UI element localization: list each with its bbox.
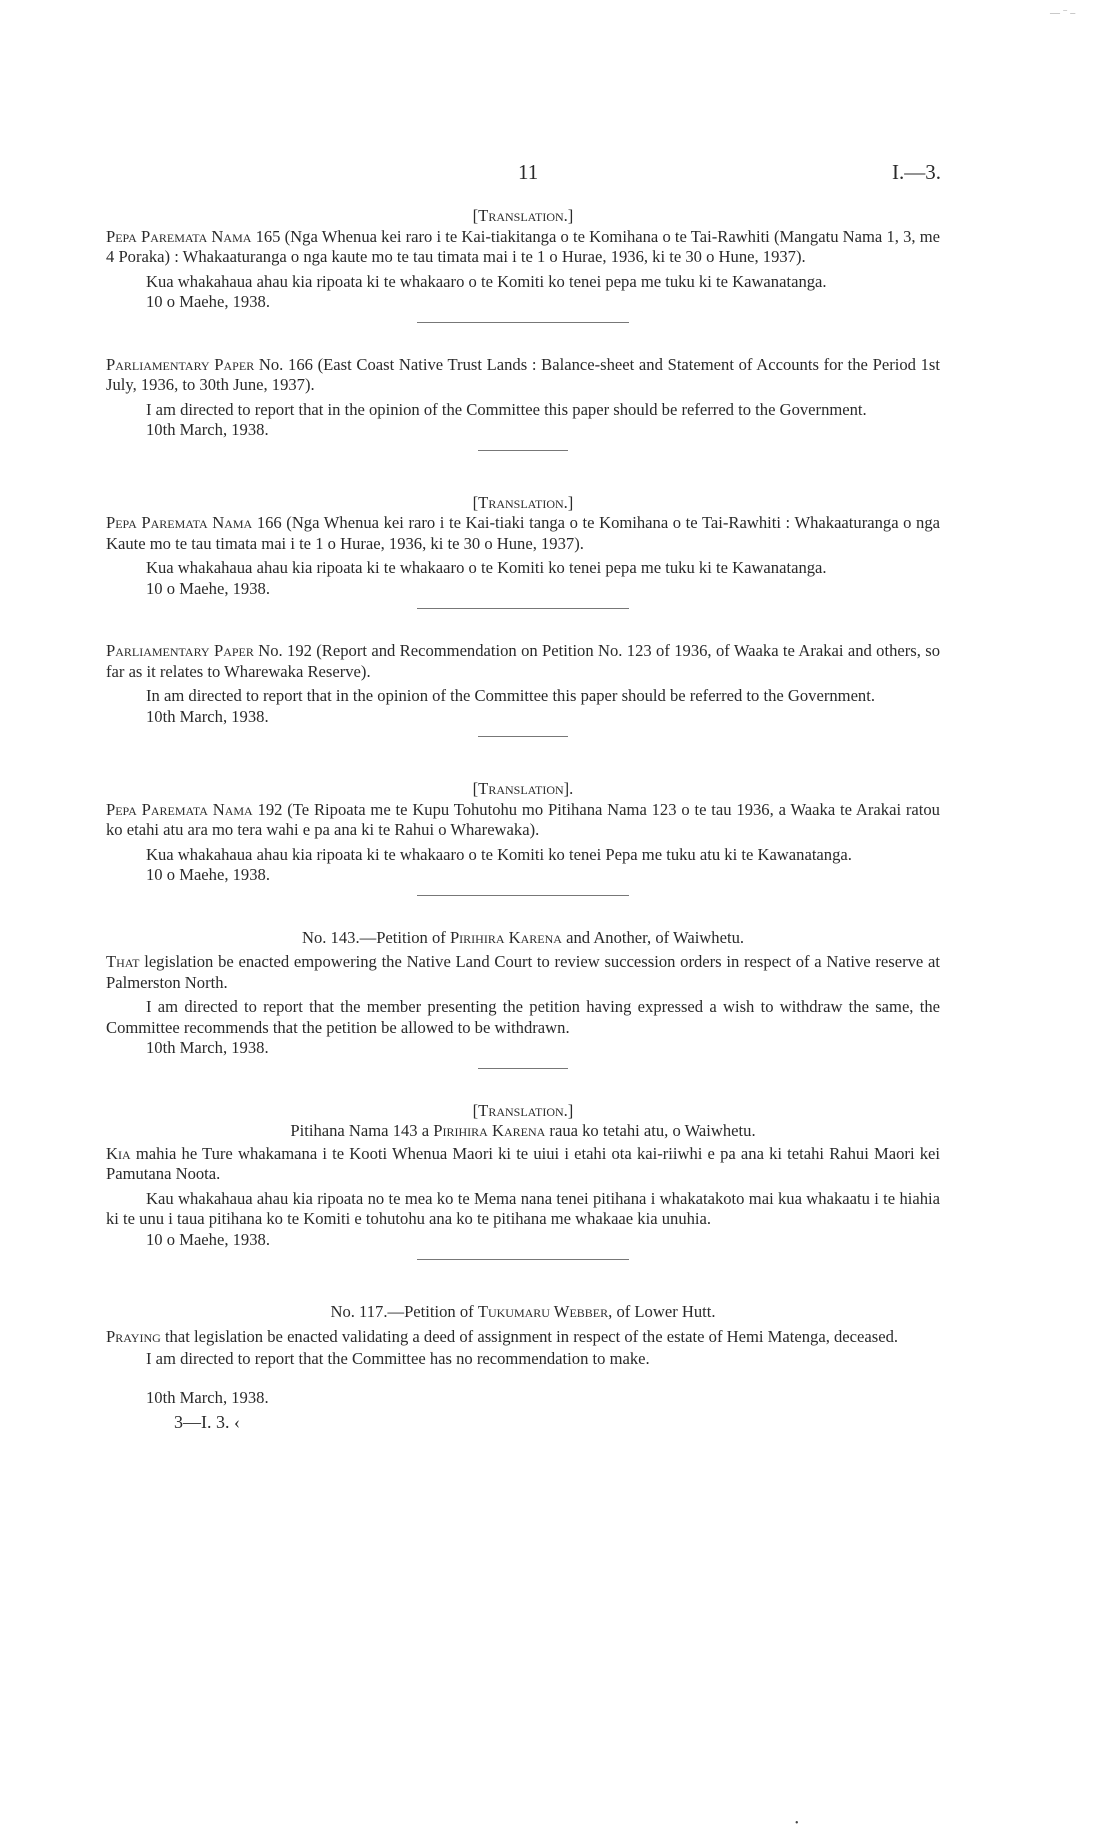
paper-title-text: 166 (Nga Whenua kei raro i te Kai-tiaki tanga o te Komihana o te Tai-Rawhiti : Whakaaturanga o nga Kaute mo te tau timata mai i te 1 o Hurae, 1936, ki te 30 o Hune, 1937).	[106, 513, 940, 553]
report-paragraph: Kau whakahaua ahau kia ripoata no te mea ko te Mema nana tenei pitihana i whakatakoto mai kua whakaatu i te hiahia ki te unu i taua pitihana ko te Komiti e tohutohu ana ko te pitihana me whakaae kia unuhia.	[106, 1188, 940, 1228]
section-petition-143	[106, 928, 940, 1059]
petition-heading-suffix: , of Lower Hutt.	[608, 1302, 716, 1321]
petitioner-name: Pirihira Karena	[433, 1121, 546, 1140]
report-paragraph: Kua whakahaua ahau kia ripoata ki te whakaaro o te Komiti ko tenei pepa me tuku ki te Kawanatanga.	[146, 271, 827, 291]
petition-heading-suffix: raua ko tetahi atu, o Waiwhetu.	[545, 1121, 756, 1140]
date-line: 10 o Maehe, 1938.	[146, 578, 270, 598]
report-paragraph: I am directed to report that the Committee has no recommendation to make.	[146, 1349, 650, 1368]
section-petition-117	[106, 1302, 940, 1433]
section-divider	[417, 895, 629, 896]
date-line: 10 o Maehe, 1938.	[146, 292, 270, 311]
translation-heading: [Translation].	[472, 779, 574, 798]
petition-heading-prefix: Pitihana Nama 143 a	[290, 1121, 434, 1140]
section-paper-166	[106, 355, 940, 441]
petition-prayer	[106, 1327, 940, 1348]
report-paragraph: Kua whakahaua ahau kia ripoata ki te whakaaro o te Komiti ko tenei pepa me tuku ki te Kawanatanga.	[146, 558, 827, 577]
petition-prayer	[106, 952, 940, 993]
petition-prayer	[106, 1144, 940, 1185]
paper-title-caps: Pepa Paremata Nama	[106, 513, 253, 532]
report-paragraph: I am directed to report that the member presenting the petition having expressed a wish to withdraw the same, the Committee recommends that the petition be allowed to be withdrawn.	[106, 997, 940, 1037]
petitioner-name: Tukumaru Webber	[477, 1302, 609, 1321]
prayer-lead: That	[106, 952, 140, 971]
translation-heading: [Translation.]	[472, 492, 574, 512]
section-translation-192	[106, 779, 940, 886]
scan-corner-marks: — ⁻ ‒	[1050, 8, 1076, 19]
paper-title-text: 192 (Te Ripoata me te Kupu Tohutohu mo Pitihana Nama 123 o te tau 1936, a Waaka te Arakai ratou ko etahi atu ara mo tera wahi e pa ana ki te Rahui o Wharewaka).	[106, 799, 940, 839]
petition-heading-prefix: No. 143.—Petition of	[301, 927, 450, 947]
translation-heading: [Translation.]	[472, 1100, 574, 1120]
petition-heading-prefix: No. 117.—Petition of	[330, 1302, 478, 1321]
prayer-text: legislation be enacted empowering the Native Land Court to review succession orders in respect of a Native reserve at Palmerston North.	[106, 952, 940, 992]
date-line: 10 o Maehe, 1938.	[146, 865, 270, 884]
date-line: 10th March, 1938.	[146, 1387, 269, 1407]
date-line: 10 o Maehe, 1938.	[146, 1229, 270, 1249]
prayer-lead: Praying	[106, 1326, 161, 1346]
paper-title-text: No. 166 (East Coast Native Trust Lands : Balance-sheet and Statement of Accounts for the Period 1st July, 1936, to 30th June, 1937).	[106, 354, 940, 394]
date-line: 10th March, 1938.	[146, 706, 269, 726]
petition-heading-suffix: and Another, of Waiwhetu.	[561, 927, 745, 947]
printer-signature: 3—I. 3. ‹	[174, 1412, 240, 1432]
petition-heading	[106, 1121, 940, 1142]
section-divider	[417, 608, 629, 609]
paper-title	[106, 800, 940, 841]
report-paragraph: In am directed to report that in the opinion of the Committee this paper should be referred to the Government.	[146, 686, 875, 705]
page-header	[0, 160, 1114, 190]
prayer-text: mahia he Ture whakamana i te Kooti Whenua Maori ki te uiui i etahi ota kai-riiwhi e pa ana ki tetahi Rahui Maori kei Pamutana Noota.	[106, 1143, 940, 1183]
page-number: 11	[518, 160, 539, 184]
paper-title	[106, 227, 940, 268]
section-translation-165	[106, 206, 940, 313]
paper-title	[106, 641, 940, 682]
paper-title-text: 165 (Nga Whenua kei raro i te Kai-tiakitanga o te Komihana o te Tai-Rawhiti (Mangatu Nama 1, 3, me 4 Poraka) : Whakaaturanga o nga kaute mo te tau timata mai i te 1 o Hurae, 1936, ki te 30 o Hune, 1937).	[106, 226, 940, 266]
document-reference: I.—3.	[892, 160, 941, 184]
section-divider	[478, 1068, 568, 1069]
date-line: 10th March, 1938.	[146, 1038, 269, 1057]
date-line: 10th March, 1938.	[146, 420, 269, 439]
section-divider	[417, 322, 629, 323]
translation-heading: [Translation.]	[472, 206, 574, 225]
paper-title-caps: Pepa Paremata Nama	[106, 226, 252, 246]
document-body	[106, 206, 940, 1433]
paper-title	[106, 355, 940, 396]
paper-title	[106, 513, 940, 554]
paper-title-caps: Parliamentary Paper	[106, 354, 255, 374]
paper-title-caps: Pepa Paremata Nama	[106, 799, 253, 819]
section-divider	[478, 450, 568, 451]
prayer-lead: Kia	[106, 1143, 131, 1163]
section-translation-143	[106, 1101, 940, 1251]
prayer-text: that legislation be enacted validating a deed of assignment in respect of the estate of Hemi Matenga, deceased.	[160, 1326, 899, 1346]
petitioner-name: Pirihira Karena	[449, 927, 562, 947]
petition-heading	[106, 1302, 940, 1323]
report-paragraph: I am directed to report that in the opinion of the Committee this paper should be referred to the Government.	[146, 399, 867, 419]
section-translation-166	[106, 493, 940, 600]
petition-heading	[106, 928, 940, 949]
scan-speck: •	[795, 1818, 799, 1829]
section-divider	[478, 736, 568, 737]
paper-title-caps: Parliamentary Paper	[106, 641, 254, 660]
section-paper-192	[106, 641, 940, 727]
paper-title-text: No. 192 (Report and Recommendation on Petition No. 123 of 1936, of Waaka te Arakai and others, so far as it relates to Wharewaka Reserve).	[106, 641, 940, 681]
report-paragraph: Kua whakahaua ahau kia ripoata ki te whakaaro o te Komiti ko tenei Pepa me tuku atu ki te Kawanatanga.	[146, 844, 852, 864]
section-divider	[417, 1259, 629, 1260]
